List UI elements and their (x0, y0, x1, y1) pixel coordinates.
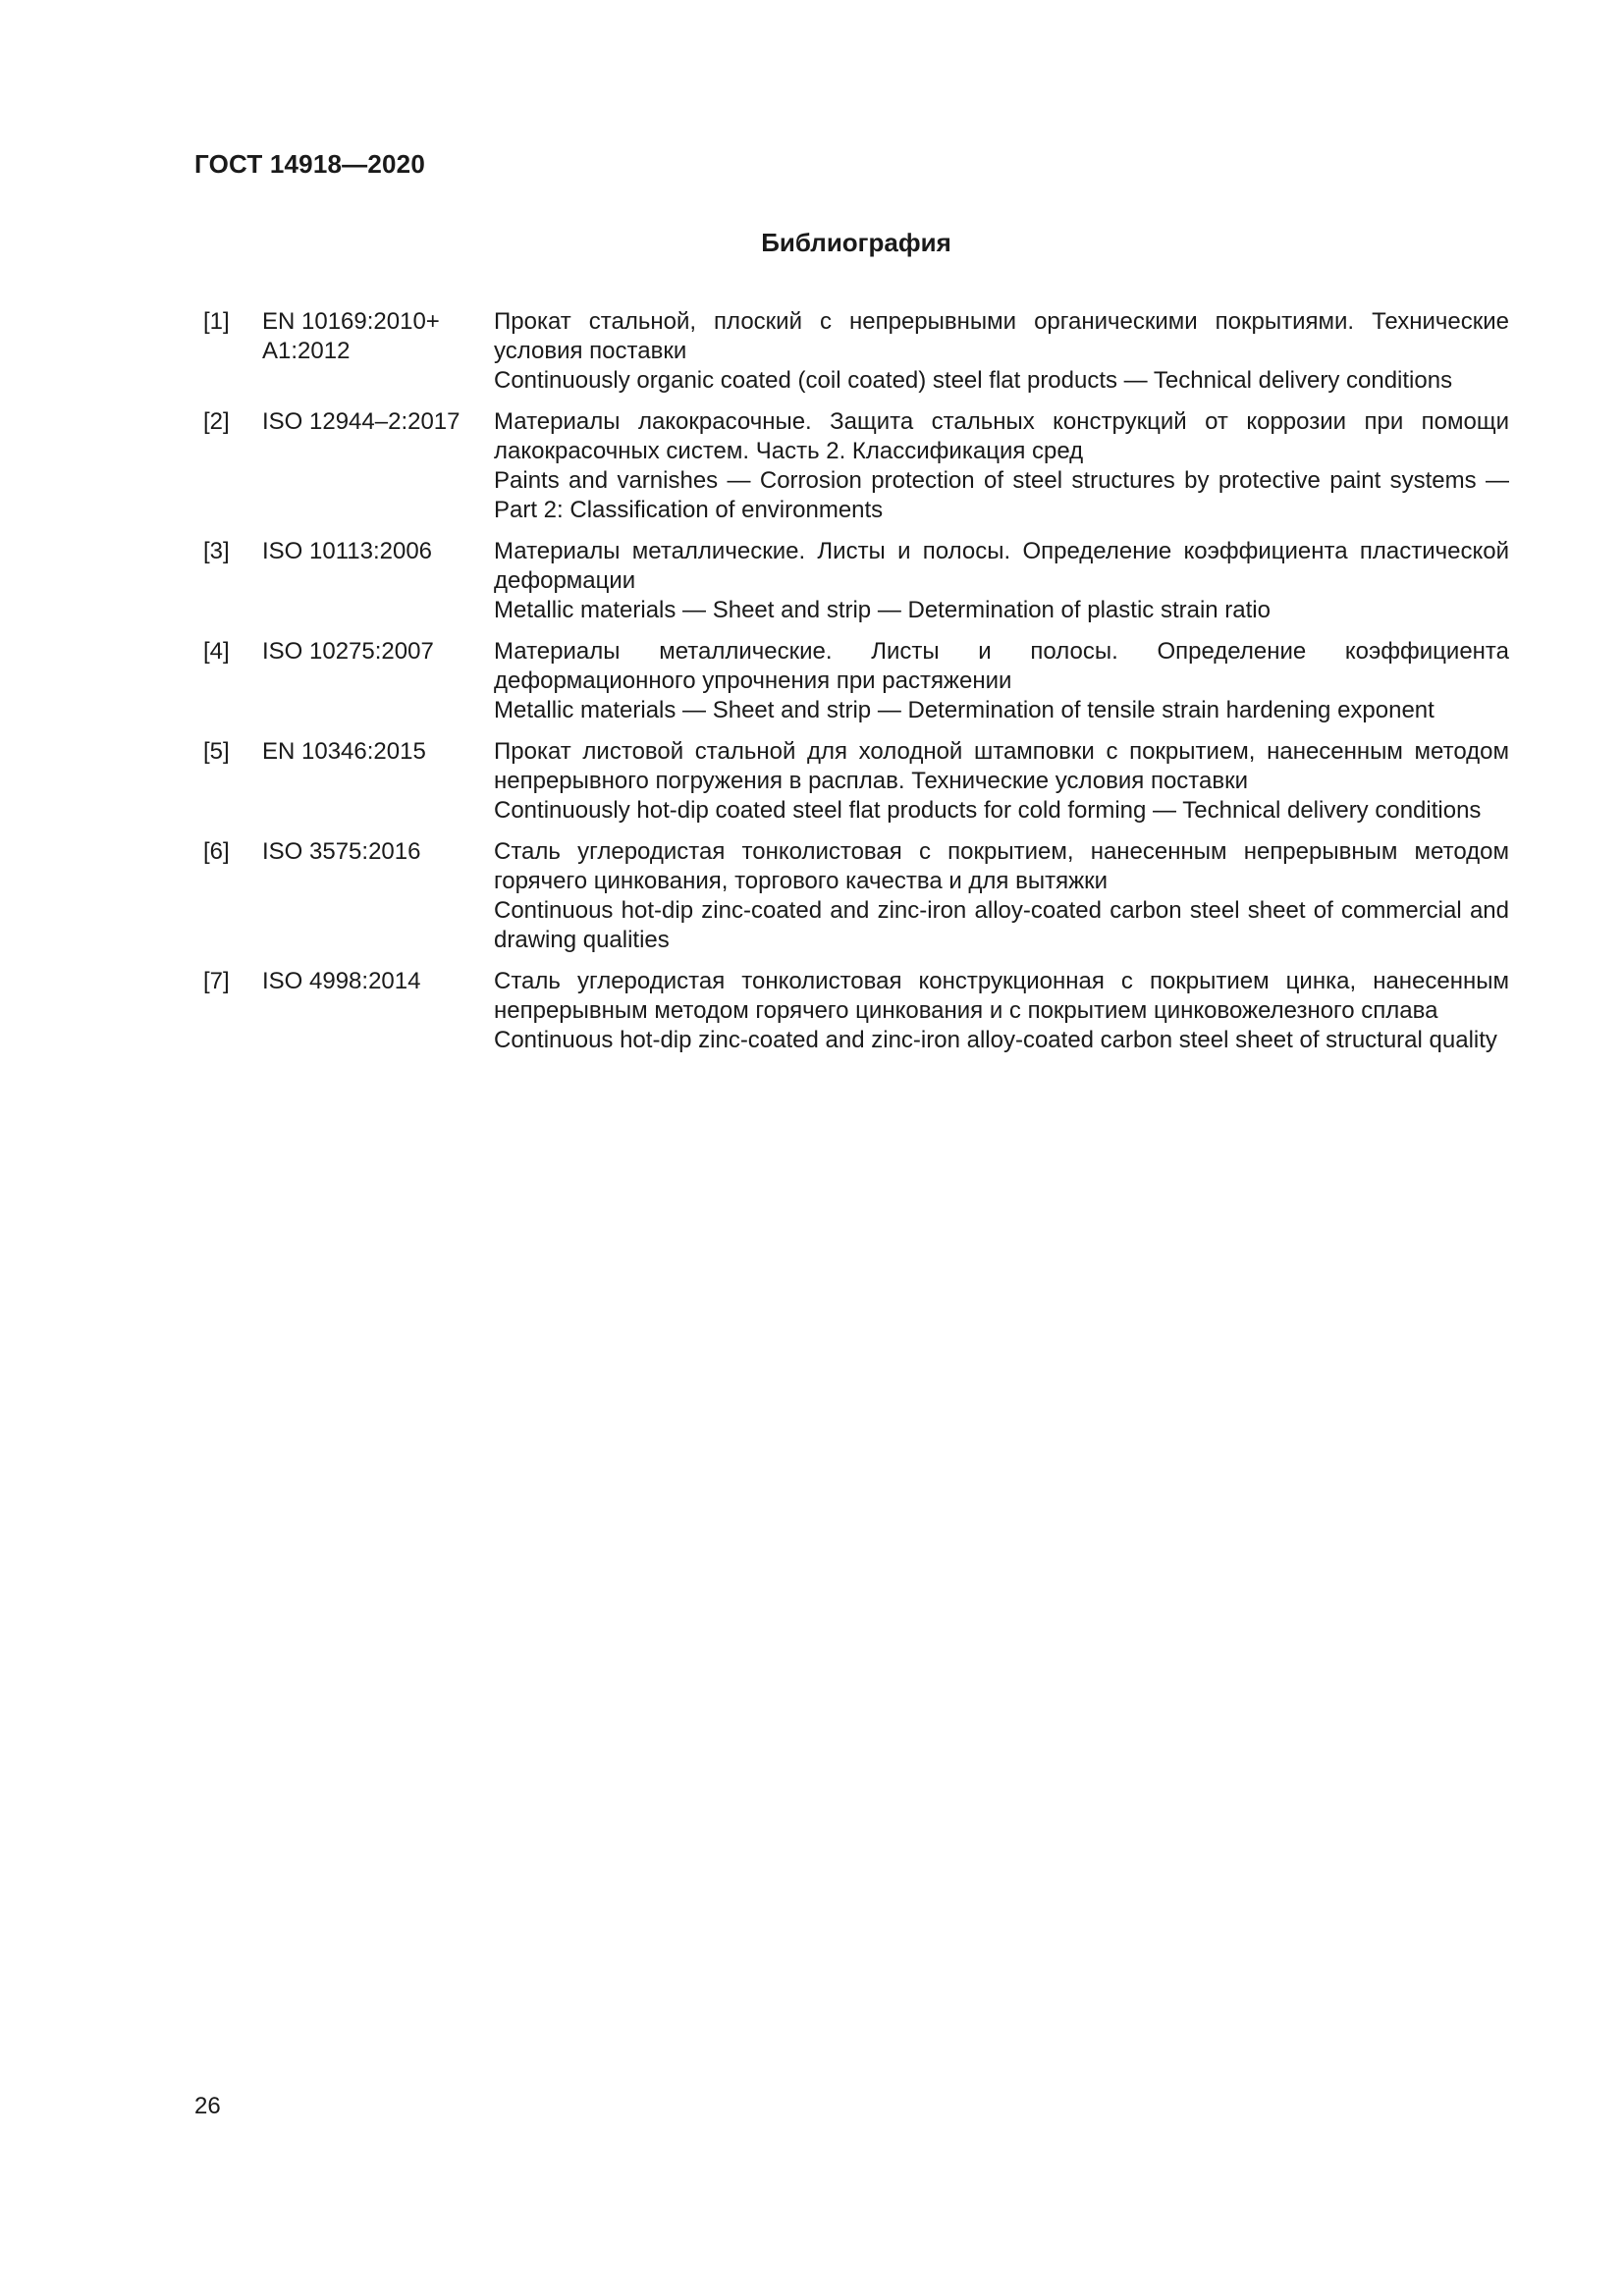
entry-description (494, 537, 1509, 625)
title-russian: Прокат листовой стальной для холодной штамповки с покрытием, нанесенным методом непрерывного погружения в расплав. Технические условия поставки (494, 738, 1509, 794)
entry-number: [6] (203, 838, 230, 865)
bibliography-list (203, 307, 1509, 1067)
title-russian: Сталь углеродистая тонколистовая конструкционная с покрытием цинка, нанесенным непрерывным методом горячего цинкования и с покрытием цинковожелезного сплава (494, 968, 1509, 1024)
entry-number: [5] (203, 738, 230, 765)
title-english: Paints and varnishes — Corrosion protection of steel structures by protective paint systems — Part 2: Classification of environments (494, 467, 1509, 523)
standard-code: ISO 12944–2:2017 (262, 408, 460, 435)
standard-code: ISO 3575:2016 (262, 838, 421, 865)
title-russian: Материалы металлические. Листы и полосы. Определение коэффициента пластической деформации (494, 538, 1509, 594)
page-number: 26 (194, 2093, 221, 2119)
standard-code: ISO 10113:2006 (262, 538, 433, 564)
entry-description (494, 637, 1509, 725)
bibliography-entry (203, 307, 1509, 396)
bibliography-entry (203, 407, 1509, 525)
title-russian: Сталь углеродистая тонколистовая с покрытием, нанесенным непрерывным методом горячего цинкования, торгового качества и для вытяжки (494, 838, 1509, 894)
entry-number: [2] (203, 408, 230, 435)
bibliography-entry (203, 967, 1509, 1055)
bibliography-entry (203, 537, 1509, 625)
title-english: Metallic materials — Sheet and strip — Determination of plastic strain ratio (494, 597, 1271, 623)
entry-number: [4] (203, 638, 230, 665)
title-russian: Материалы лакокрасочные. Защита стальных конструкций от коррозии при помощи лакокрасочных систем. Часть 2. Классификация сред (494, 408, 1509, 464)
document-header: ГОСТ 14918—2020 (194, 149, 425, 179)
entry-description (494, 967, 1509, 1055)
standard-code: ISO 10275:2007 (262, 638, 434, 665)
entry-description (494, 837, 1509, 955)
section-title: Библиография (761, 228, 951, 257)
title-russian: Материалы металлические. Листы и полосы. Определение коэффициента деформационного упрочнения при растяжении (494, 638, 1509, 694)
bibliography-entry (203, 637, 1509, 725)
entry-number: [7] (203, 968, 230, 994)
entry-description (494, 307, 1509, 396)
entry-description (494, 737, 1509, 826)
bibliography-entry (203, 837, 1509, 955)
title-english: Continuously hot-dip coated steel flat products for cold forming — Technical delivery conditions (494, 797, 1482, 824)
title-english: Continuous hot-dip zinc-coated and zinc-iron alloy-coated carbon steel sheet of structural quality (494, 1027, 1497, 1053)
title-english: Continuously organic coated (coil coated) steel flat products — Technical delivery conditions (494, 367, 1453, 394)
standard-code: EN 10346:2015 (262, 738, 426, 765)
entry-description (494, 407, 1509, 525)
title-english: Continuous hot-dip zinc-coated and zinc-iron alloy-coated carbon steel sheet of commercial and drawing qualities (494, 897, 1509, 953)
bibliography-entry (203, 737, 1509, 826)
title-russian: Прокат стальной, плоский с непрерывными органическими покрытиями. Технические условия поставки (494, 308, 1509, 364)
entry-number: [3] (203, 538, 230, 564)
standard-code: EN 10169:2010+ A1:2012 (262, 308, 440, 364)
standard-code: ISO 4998:2014 (262, 968, 421, 994)
title-english: Metallic materials — Sheet and strip — Determination of tensile strain hardening exponent (494, 697, 1435, 723)
entry-number: [1] (203, 308, 230, 335)
